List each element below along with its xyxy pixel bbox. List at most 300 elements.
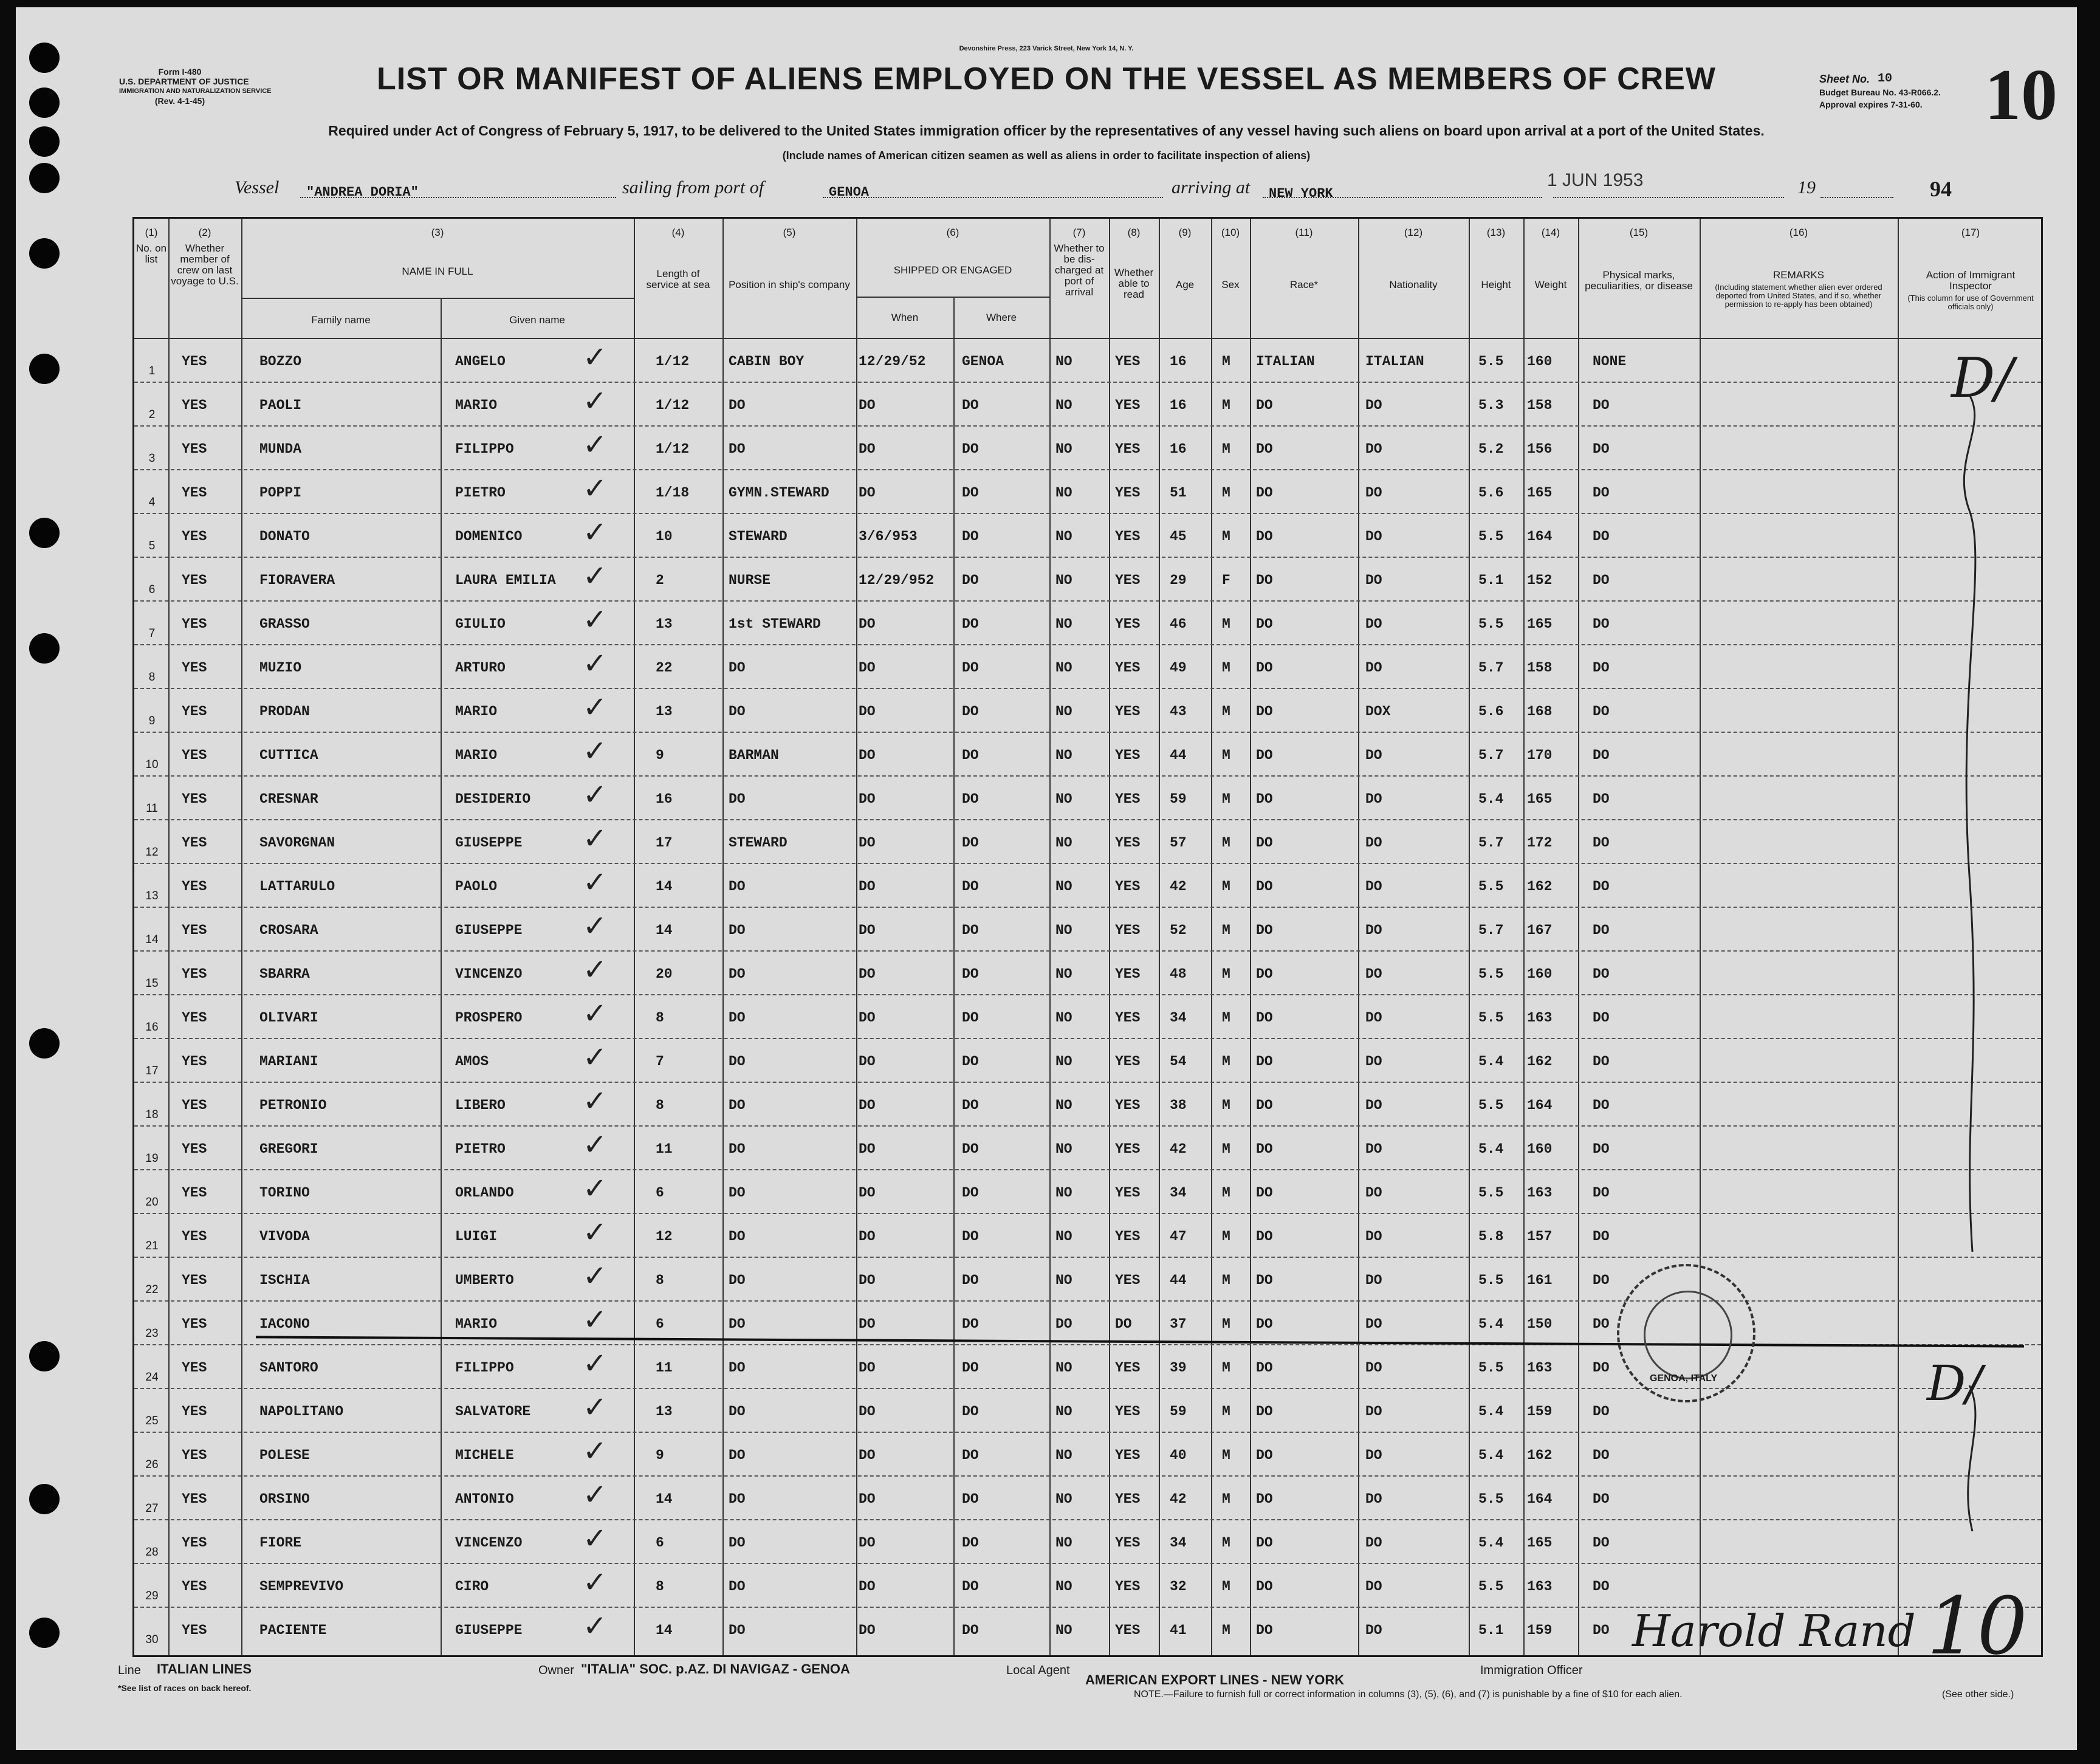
cell-service: 11 <box>656 1141 673 1157</box>
cell-when: DO <box>859 616 876 632</box>
cell-nationality: DO <box>1365 485 1382 501</box>
cell-where: DO <box>962 572 979 588</box>
cell-service: 14 <box>656 879 673 894</box>
sailing-underline <box>823 197 1163 198</box>
checkmark-icon: ✓ <box>583 822 608 856</box>
cell-service: 20 <box>656 966 673 982</box>
cell-weight: 167 <box>1527 922 1553 938</box>
cell-service: 1/12 <box>656 441 690 457</box>
cell-when: 12/29/952 <box>859 572 935 588</box>
cell-service: 17 <box>656 835 673 851</box>
cell-discharge: NO <box>1055 922 1072 938</box>
cell-given: SALVATORE <box>455 1404 531 1419</box>
cell-weight: 158 <box>1527 397 1553 413</box>
cell-discharge: NO <box>1055 791 1072 807</box>
cell-family: SAVORGNAN <box>259 835 335 851</box>
cell-sex: M <box>1222 791 1230 807</box>
col7-number: (7) <box>1072 227 1086 238</box>
col8-number: (8) <box>1127 227 1141 238</box>
cell-nationality: DO <box>1365 1185 1382 1201</box>
row-number: 9 <box>148 715 156 727</box>
cell-age: 42 <box>1170 879 1187 894</box>
cell-prev: YES <box>182 1272 207 1288</box>
cell-sex: M <box>1222 1141 1230 1157</box>
row-number: 26 <box>145 1458 159 1471</box>
form-dept: U.S. DEPARTMENT OF JUSTICE <box>119 77 249 86</box>
col2-number: (2) <box>198 227 211 238</box>
cell-where: DO <box>962 835 979 851</box>
col3-given-header: Given name <box>509 314 565 326</box>
cell-given: LAURA EMILIA <box>455 572 556 588</box>
cell-sex: M <box>1222 747 1230 763</box>
cell-age: 16 <box>1170 354 1187 369</box>
cell-nationality: DO <box>1365 1010 1382 1026</box>
cell-read: YES <box>1115 1447 1141 1463</box>
cell-position: DO <box>729 660 746 676</box>
cell-family: BOZZO <box>259 354 302 369</box>
arriving-port: NEW YORK <box>1269 186 1333 201</box>
cell-weight: 157 <box>1527 1229 1553 1244</box>
cell-nationality: DO <box>1365 397 1382 413</box>
cell-prev: YES <box>182 791 207 807</box>
cell-height: 5.5 <box>1478 616 1504 632</box>
checkmark-icon: ✓ <box>583 1040 608 1074</box>
vessel-label: Vessel <box>235 177 280 197</box>
cell-service: 6 <box>656 1316 664 1332</box>
cell-where: DO <box>962 791 979 807</box>
cell-prev: YES <box>182 879 207 894</box>
cell-nationality: DO <box>1365 660 1382 676</box>
cell-given: CIRO <box>455 1579 489 1594</box>
cell-given: ANGELO <box>455 354 506 369</box>
see-other-side: (See other side.) <box>1942 1689 2014 1700</box>
cell-race: DO <box>1256 747 1273 763</box>
col11-number: (11) <box>1295 227 1313 238</box>
cell-discharge: NO <box>1055 1185 1072 1201</box>
cell-sex: M <box>1222 1316 1230 1332</box>
col7-header: Whether to be dis-charged at port of arrival <box>1054 242 1105 298</box>
cell-discharge: NO <box>1055 966 1072 982</box>
cell-service: 11 <box>656 1360 673 1376</box>
col17-header: Action of Immigrant Inspector <box>1926 269 2016 292</box>
cell-nationality: DO <box>1365 1229 1382 1244</box>
cell-given: VINCENZO <box>455 966 523 982</box>
cell-where: DO <box>962 1010 979 1026</box>
cell-height: 5.4 <box>1478 1535 1504 1551</box>
cell-when: DO <box>859 1404 876 1419</box>
row-number: 27 <box>145 1502 159 1515</box>
inspector-mark: D/ <box>1951 346 2014 410</box>
checkmark-icon: ✓ <box>583 1084 608 1118</box>
cell-weight: 165 <box>1527 616 1553 632</box>
cell-nationality: DO <box>1365 1272 1382 1288</box>
cell-race: DO <box>1256 1447 1273 1463</box>
cell-marks: NONE <box>1593 354 1627 369</box>
cell-where: DO <box>962 704 979 719</box>
cell-weight: 152 <box>1527 572 1553 588</box>
line-label: Line <box>118 1664 141 1677</box>
checkmark-icon: ✓ <box>583 1390 608 1424</box>
cell-sex: M <box>1222 1097 1230 1113</box>
col14-number: (14) <box>1541 227 1560 238</box>
cell-height: 5.6 <box>1478 704 1504 719</box>
checkmark-icon: ✓ <box>583 997 608 1031</box>
cell-read: YES <box>1115 660 1141 676</box>
cell-discharge: NO <box>1055 879 1072 894</box>
cell-where: DO <box>962 1185 979 1201</box>
cell-read: YES <box>1115 441 1141 457</box>
col3-number: (3) <box>431 227 444 238</box>
cell-read: YES <box>1115 1535 1141 1551</box>
checkmark-icon: ✓ <box>583 778 608 812</box>
cell-prev: YES <box>182 1622 207 1638</box>
cell-discharge: NO <box>1055 1535 1072 1551</box>
col5-header: Position in ship's company <box>729 279 850 290</box>
cell-prev: YES <box>182 704 207 719</box>
cell-race: DO <box>1256 1010 1273 1026</box>
cell-when: DO <box>859 1579 876 1594</box>
cell-weight: 161 <box>1527 1272 1553 1288</box>
cell-family: DONATO <box>259 529 310 544</box>
cell-height: 5.5 <box>1478 1579 1504 1594</box>
row-number: 28 <box>145 1546 159 1559</box>
cell-position: CABIN BOY <box>729 354 805 369</box>
cell-service: 8 <box>656 1010 664 1026</box>
cell-where: DO <box>962 879 979 894</box>
cell-read: YES <box>1115 835 1141 851</box>
cell-race: DO <box>1256 529 1273 544</box>
cell-service: 10 <box>656 529 673 544</box>
cell-age: 38 <box>1170 1097 1187 1113</box>
cell-marks: DO <box>1593 1535 1610 1551</box>
big-sheet-number: 10 <box>1985 54 2057 135</box>
cell-read: YES <box>1115 1141 1141 1157</box>
cell-read: YES <box>1115 485 1141 501</box>
cell-sex: M <box>1222 529 1230 544</box>
budget-bureau: Budget Bureau No. 43-R066.2. <box>1819 88 1941 97</box>
cell-where: DO <box>962 747 979 763</box>
row-number: 1 <box>148 365 156 377</box>
cell-race: DO <box>1256 485 1273 501</box>
cell-age: 42 <box>1170 1141 1187 1157</box>
cell-sex: M <box>1222 1491 1230 1507</box>
cell-given: MARIO <box>455 397 498 413</box>
cell-nationality: DO <box>1365 1579 1382 1594</box>
cell-weight: 150 <box>1527 1316 1553 1332</box>
col12-number: (12) <box>1404 227 1423 238</box>
cell-age: 43 <box>1170 704 1187 719</box>
cell-service: 14 <box>656 1622 673 1638</box>
cell-when: DO <box>859 660 876 676</box>
cell-read: YES <box>1115 529 1141 544</box>
cell-prev: YES <box>182 1447 207 1463</box>
cell-marks: DO <box>1593 922 1610 938</box>
col6-number: (6) <box>946 227 959 238</box>
cell-marks: DO <box>1593 397 1610 413</box>
cell-marks: DO <box>1593 1447 1610 1463</box>
cell-age: 44 <box>1170 747 1187 763</box>
cell-given: DOMENICO <box>455 529 523 544</box>
cell-discharge: DO <box>1055 1316 1072 1332</box>
cell-nationality: DO <box>1365 1447 1382 1463</box>
cell-age: 52 <box>1170 922 1187 938</box>
cell-height: 5.5 <box>1478 966 1504 982</box>
cell-prev: YES <box>182 1404 207 1419</box>
checkmark-icon: ✓ <box>583 1478 608 1512</box>
cell-family: PACIENTE <box>259 1622 327 1638</box>
cell-nationality: DO <box>1365 1097 1382 1113</box>
cell-sex: M <box>1222 660 1230 676</box>
cell-race: DO <box>1256 1097 1273 1113</box>
cell-given: PIETRO <box>455 1141 506 1157</box>
cell-read: YES <box>1115 397 1141 413</box>
cell-discharge: NO <box>1055 1447 1072 1463</box>
cell-family: POPPI <box>259 485 302 501</box>
cell-prev: YES <box>182 747 207 763</box>
cell-height: 5.5 <box>1478 1491 1504 1507</box>
row-number: 10 <box>145 758 159 771</box>
cell-age: 57 <box>1170 835 1187 851</box>
form-rev: (Rev. 4-1-45) <box>154 96 205 106</box>
cell-marks: DO <box>1593 1579 1610 1594</box>
cell-sex: M <box>1222 1579 1230 1594</box>
cell-family: SBARRA <box>259 966 310 982</box>
punch-hole-icon <box>29 238 60 269</box>
cell-height: 5.7 <box>1478 835 1504 851</box>
cell-sex: M <box>1222 835 1230 851</box>
page-number: 94 <box>1930 177 1952 201</box>
cell-family: GRASSO <box>259 616 310 632</box>
col13-header: Height <box>1481 279 1511 290</box>
cell-age: 44 <box>1170 1272 1187 1288</box>
cell-height: 5.3 <box>1478 397 1504 413</box>
cell-nationality: DO <box>1365 441 1382 457</box>
cell-marks: DO <box>1593 660 1610 676</box>
col16-header: REMARKS <box>1772 269 1825 281</box>
cell-prev: YES <box>182 1097 207 1113</box>
cell-marks: DO <box>1593 1229 1610 1244</box>
cell-position: DO <box>729 879 746 894</box>
cell-race: DO <box>1256 572 1273 588</box>
owner-label: Owner <box>538 1664 574 1677</box>
page-subtitle: Required under Act of Congress of February 5, 1917, to be delivered to the United States immigration officer by the representatives of any vessel having such aliens on board upon arrival at a port of the United States. <box>328 123 1765 139</box>
cell-position: GYMN.STEWARD <box>729 485 829 501</box>
row-number: 30 <box>145 1633 159 1646</box>
cell-position: DO <box>729 1229 746 1244</box>
checkmark-icon: ✓ <box>583 515 608 549</box>
cell-height: 5.4 <box>1478 1054 1504 1069</box>
cell-nationality: DO <box>1365 1316 1382 1332</box>
cell-nationality: ITALIAN <box>1365 354 1424 369</box>
cell-sex: M <box>1222 441 1230 457</box>
col14-header: Weight <box>1534 279 1567 290</box>
row-number: 21 <box>145 1240 159 1252</box>
checkmark-icon: ✓ <box>583 384 608 418</box>
checkmark-icon: ✓ <box>583 953 608 987</box>
cell-where: DO <box>962 1316 979 1332</box>
cell-age: 59 <box>1170 1404 1187 1419</box>
cell-read: DO <box>1115 1316 1132 1332</box>
cell-discharge: NO <box>1055 616 1072 632</box>
cell-race: DO <box>1256 922 1273 938</box>
cell-weight: 165 <box>1527 1535 1553 1551</box>
col16-number: (16) <box>1789 227 1808 238</box>
cell-family: POLESE <box>259 1447 310 1463</box>
cell-marks: DO <box>1593 1054 1610 1069</box>
cell-read: YES <box>1115 616 1141 632</box>
checkmark-icon: ✓ <box>583 690 608 724</box>
cell-prev: YES <box>182 660 207 676</box>
cell-nationality: DO <box>1365 747 1382 763</box>
col4-number: (4) <box>671 227 685 238</box>
cell-discharge: NO <box>1055 1229 1072 1244</box>
cell-service: 1/12 <box>656 354 690 369</box>
col6-header: SHIPPED OR ENGAGED <box>893 264 1012 276</box>
col3-header: NAME IN FULL <box>402 266 473 277</box>
cell-weight: 165 <box>1527 791 1553 807</box>
cell-family: CRESNAR <box>259 791 318 807</box>
cell-when: DO <box>859 704 876 719</box>
cell-when: DO <box>859 1360 876 1376</box>
cell-weight: 156 <box>1527 441 1553 457</box>
col5-number: (5) <box>783 227 796 238</box>
cell-given: MARIO <box>455 747 498 763</box>
cell-weight: 159 <box>1527 1404 1553 1419</box>
cell-race: DO <box>1256 1360 1273 1376</box>
cell-read: YES <box>1115 1229 1141 1244</box>
cell-discharge: NO <box>1055 485 1072 501</box>
cell-height: 5.8 <box>1478 1229 1504 1244</box>
year-underline <box>1820 197 1893 198</box>
cell-nationality: DO <box>1365 1404 1382 1419</box>
cell-where: DO <box>962 1360 979 1376</box>
cell-marks: DO <box>1593 1185 1610 1201</box>
cell-when: 12/29/52 <box>859 354 926 369</box>
cell-marks: DO <box>1593 879 1610 894</box>
cell-nationality: DO <box>1365 879 1382 894</box>
cell-race: DO <box>1256 791 1273 807</box>
cell-age: 46 <box>1170 616 1187 632</box>
cell-read: YES <box>1115 1185 1141 1201</box>
cell-when: DO <box>859 485 876 501</box>
cell-position: DO <box>729 1447 746 1463</box>
cell-marks: DO <box>1593 1316 1610 1332</box>
cell-where: DO <box>962 1229 979 1244</box>
cell-position: DO <box>729 1185 746 1201</box>
cell-when: DO <box>859 1491 876 1507</box>
cell-when: DO <box>859 879 876 894</box>
cell-sex: M <box>1222 1447 1230 1463</box>
cell-height: 5.1 <box>1478 572 1504 588</box>
cell-marks: DO <box>1593 704 1610 719</box>
cell-read: YES <box>1115 1404 1141 1419</box>
cell-where: DO <box>962 1272 979 1288</box>
cell-discharge: NO <box>1055 1141 1072 1157</box>
cell-height: 5.1 <box>1478 1622 1504 1638</box>
cell-race: DO <box>1256 1185 1273 1201</box>
cell-marks: DO <box>1593 1360 1610 1376</box>
cell-prev: YES <box>182 1229 207 1244</box>
cell-given: LIBERO <box>455 1097 506 1113</box>
col15-header: Physical marks, peculiarities, or disease <box>1585 269 1693 292</box>
cell-height: 5.5 <box>1478 1010 1504 1026</box>
row-number: 17 <box>145 1065 159 1077</box>
cell-when: DO <box>859 1141 876 1157</box>
cell-race: DO <box>1256 1054 1273 1069</box>
cell-age: 41 <box>1170 1622 1187 1638</box>
cell-discharge: NO <box>1055 441 1072 457</box>
cell-family: VIVODA <box>259 1229 310 1244</box>
cell-read: YES <box>1115 1622 1141 1638</box>
punch-hole-icon <box>29 633 60 664</box>
cell-when: DO <box>859 441 876 457</box>
cell-marks: DO <box>1593 1010 1610 1026</box>
cell-given: GIUSEPPE <box>455 1622 523 1638</box>
col4-header: Length of service at sea <box>646 268 710 290</box>
cell-nationality: DO <box>1365 1141 1382 1157</box>
cell-height: 5.7 <box>1478 660 1504 676</box>
cell-read: YES <box>1115 1491 1141 1507</box>
cell-age: 34 <box>1170 1185 1187 1201</box>
checkmark-icon: ✓ <box>583 1434 608 1468</box>
cell-read: YES <box>1115 879 1141 894</box>
cell-prev: YES <box>182 1360 207 1376</box>
cell-age: 48 <box>1170 966 1187 982</box>
cell-weight: 163 <box>1527 1360 1553 1376</box>
cell-where: DO <box>962 529 979 544</box>
cell-position: NURSE <box>729 572 771 588</box>
cell-marks: DO <box>1593 572 1610 588</box>
cell-position: STEWARD <box>729 835 787 851</box>
cell-when: DO <box>859 1535 876 1551</box>
cell-nationality: DO <box>1365 791 1382 807</box>
cell-read: YES <box>1115 1272 1141 1288</box>
row-number: 5 <box>148 540 156 552</box>
sailing-port: GENOA <box>829 185 870 200</box>
cell-family: PETRONIO <box>259 1097 327 1113</box>
cell-prev: YES <box>182 1010 207 1026</box>
cell-prev: YES <box>182 966 207 982</box>
cell-prev: YES <box>182 835 207 851</box>
cell-nationality: DO <box>1365 1535 1382 1551</box>
sailing-label: sailing from port of <box>622 177 764 197</box>
checkmark-icon: ✓ <box>583 865 608 899</box>
col6-when-header: When <box>891 312 919 323</box>
cell-marks: DO <box>1593 529 1610 544</box>
cell-sex: M <box>1222 354 1230 369</box>
cell-family: OLIVARI <box>259 1010 318 1026</box>
checkmark-icon: ✓ <box>583 1215 608 1249</box>
cell-sex: M <box>1222 1010 1230 1026</box>
cell-discharge: NO <box>1055 835 1072 851</box>
cell-family: MARIANI <box>259 1054 318 1069</box>
cell-service: 16 <box>656 791 673 807</box>
year-label: 19 <box>1797 177 1816 197</box>
cell-where: DO <box>962 1447 979 1463</box>
cell-when: DO <box>859 1316 876 1332</box>
cell-weight: 165 <box>1527 485 1553 501</box>
cell-sex: M <box>1222 1622 1230 1638</box>
cell-height: 5.2 <box>1478 441 1504 457</box>
cell-position: DO <box>729 1579 746 1594</box>
cell-where: DO <box>962 1097 979 1113</box>
cell-nationality: DO <box>1365 1360 1382 1376</box>
cell-race: DO <box>1256 1272 1273 1288</box>
col13-number: (13) <box>1486 227 1506 238</box>
cell-position: 1st STEWARD <box>729 616 821 632</box>
cell-race: DO <box>1256 1141 1273 1157</box>
cell-height: 5.5 <box>1478 1185 1504 1201</box>
